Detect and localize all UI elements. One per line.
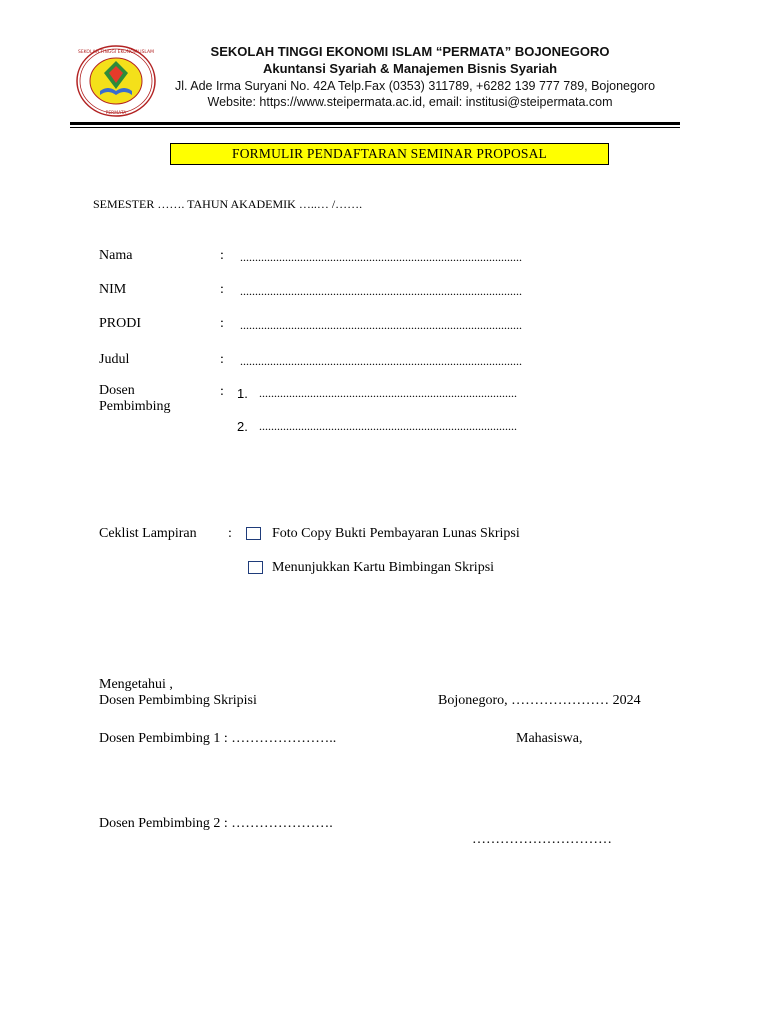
dosen2-signature: Dosen Pembimbing 2 : …………………. <box>99 816 333 831</box>
field-prodi-dots[interactable]: .............................................................................................. <box>240 318 522 332</box>
school-address: Jl. Ade Irma Suryani No. 42A Telp.Fax (0353) 311789, +6282 139 777 789, Bojonegoro <box>174 79 656 93</box>
field-dosen2-dots[interactable]: ...................................................................................... <box>259 419 517 433</box>
colon: : <box>220 316 224 331</box>
label-nama: Nama <box>99 248 133 263</box>
label-nim: NIM <box>99 282 127 297</box>
checkbox-payment[interactable] <box>246 527 261 540</box>
field-dosen1-dots[interactable]: ...................................................................................... <box>259 386 517 400</box>
dosen-skripsi-label: Dosen Pembimbing Skripisi <box>99 693 257 708</box>
field-nim-dots[interactable]: .............................................................................................. <box>240 284 522 298</box>
school-website: Website: https://www.steipermata.ac.id, email: institusi@steipermata.com <box>207 95 613 109</box>
logo-ring-text: SEKOLAH TINGGI EKONOMI ISLAM <box>77 50 155 55</box>
field-nama-dots[interactable]: .............................................................................................. <box>240 250 522 264</box>
colon: : <box>220 352 224 367</box>
place-date: Bojonegoro, ………………… 2024 <box>438 693 641 708</box>
label-dosen: Dosen <box>99 383 135 398</box>
mahasiswa-signature-dots: ………………………… <box>472 832 612 847</box>
colon: : <box>228 526 232 541</box>
checklist-item-guidance-card: Menunjukkan Kartu Bimbingan Skripsi <box>272 560 495 575</box>
mengetahui: Mengetahui , <box>99 677 173 692</box>
label-judul: Judul <box>99 352 130 367</box>
label-pembimbing: Pembimbing <box>99 399 171 414</box>
departments: Akuntansi Syariah & Manajemen Bisnis Syariah <box>262 61 558 76</box>
checklist-label: Ceklist Lampiran <box>99 526 197 541</box>
mahasiswa-label: Mahasiswa, <box>516 731 583 746</box>
colon: : <box>220 248 224 263</box>
field-judul-dots[interactable]: .............................................................................................. <box>240 354 522 368</box>
label-prodi: PRODI <box>99 316 142 331</box>
checkbox-guidance-card[interactable] <box>248 561 263 574</box>
school-name: SEKOLAH TINGGI EKONOMI ISLAM “PERMATA” BOJONEGORO <box>210 44 610 59</box>
logo-bottom-text: PERMATA <box>105 111 127 116</box>
dosen1-signature: Dosen Pembimbing 1 : ………………….. <box>99 731 337 746</box>
dosen-num-1: 1. <box>237 386 248 401</box>
school-logo <box>76 45 156 117</box>
form-title: FORMULIR PENDAFTARAN SEMINAR PROPOSAL <box>170 143 609 165</box>
dosen-num-2: 2. <box>237 419 248 434</box>
header-rule-thin <box>70 127 680 128</box>
semester-line: SEMESTER ……. TAHUN AKADEMIK …..… /……. <box>93 197 363 211</box>
colon: : <box>220 282 224 297</box>
colon: : <box>220 384 224 399</box>
checklist-item-payment: Foto Copy Bukti Pembayaran Lunas Skripsi <box>272 526 520 541</box>
header-rule-thick <box>70 122 680 125</box>
